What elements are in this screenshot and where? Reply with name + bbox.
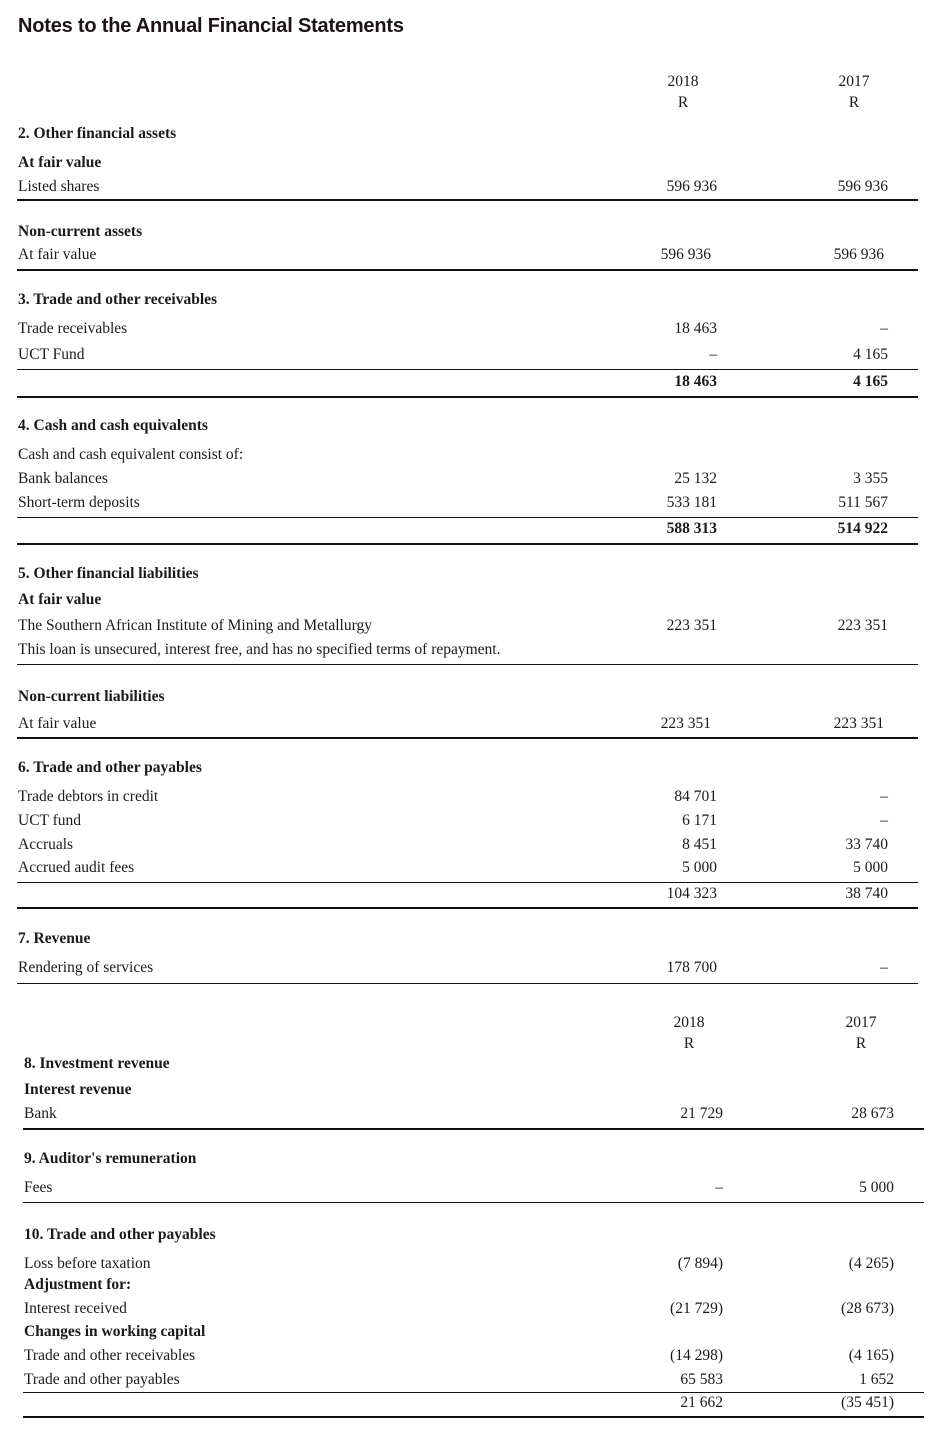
- subheading: At fair value: [18, 591, 102, 608]
- note-heading: 4. Cash and cash equivalents: [18, 417, 208, 434]
- value-2017: 5 000: [859, 1179, 894, 1196]
- row-label: Bank: [24, 1105, 57, 1122]
- value-2017: 223 351: [833, 715, 884, 732]
- row-label: Accruals: [18, 836, 74, 853]
- value-2018: 25 132: [674, 470, 717, 487]
- currency-label: R: [855, 1035, 867, 1052]
- row-label: UCT fund: [18, 812, 82, 829]
- total-2017: 514 922: [837, 520, 888, 537]
- value-2018: (21 729): [670, 1300, 723, 1317]
- value-2018: 533 181: [666, 494, 717, 511]
- row-label: Bank balances: [18, 470, 108, 487]
- divider: [17, 664, 918, 665]
- row-label: Rendering of services: [18, 959, 154, 976]
- divider: [17, 882, 918, 883]
- note-heading: 10. Trade and other payables: [24, 1226, 216, 1243]
- row-label: Accrued audit fees: [18, 859, 135, 876]
- row-label: UCT Fund: [18, 346, 85, 363]
- value-2018: 178 700: [666, 959, 717, 976]
- row-label: Trade receivables: [18, 320, 128, 337]
- note-heading: 9. Auditor's remuneration: [24, 1150, 197, 1167]
- subheading: At fair value: [18, 154, 102, 171]
- total-2018: 588 313: [666, 520, 717, 537]
- value-2018: 596 936: [666, 178, 717, 195]
- value-2017: (28 673): [841, 1300, 894, 1317]
- column-header-2018: [653, 71, 713, 113]
- value-2017: 5 000: [853, 859, 888, 876]
- value-2017: 596 936: [837, 178, 888, 195]
- divider: [17, 369, 918, 370]
- divider: [23, 1416, 924, 1418]
- total-2018: 18 463: [674, 373, 717, 390]
- total-2018: 104 323: [666, 885, 717, 902]
- note-heading: 5. Other financial liabilities: [18, 565, 199, 582]
- value-2018: 65 583: [680, 1371, 723, 1388]
- value-2017: –: [880, 812, 888, 829]
- divider: [17, 983, 918, 984]
- divider: [17, 396, 918, 398]
- row-label: Short-term deposits: [18, 494, 140, 511]
- loan-note-text: This loan is unsecured, interest free, and has no specified terms of repayment.: [18, 641, 501, 658]
- value-2018: –: [709, 346, 717, 363]
- value-2017: 4 165: [853, 346, 888, 363]
- column-header-2018: [659, 1012, 719, 1054]
- value-2018: 223 351: [666, 617, 717, 634]
- row-label: Trade and other payables: [24, 1371, 180, 1388]
- divider: [17, 907, 918, 909]
- note-heading: 2. Other financial assets: [18, 125, 177, 142]
- divider: [17, 737, 918, 739]
- row-label: Trade and other receivables: [24, 1347, 196, 1364]
- subheading: Changes in working capital: [24, 1323, 206, 1340]
- value-2017: 223 351: [837, 617, 888, 634]
- divider: [17, 199, 918, 201]
- total-2017: 4 165: [853, 373, 888, 390]
- value-2018: –: [715, 1179, 723, 1196]
- intro-text: Cash and cash equivalent consist of:: [18, 446, 244, 463]
- year-label: 2018: [673, 1014, 705, 1031]
- row-label: At fair value: [18, 715, 97, 732]
- row-label: Trade debtors in credit: [18, 788, 159, 805]
- note-heading: 3. Trade and other receivables: [18, 291, 218, 308]
- value-2018: 5 000: [682, 859, 717, 876]
- value-2017: 596 936: [833, 246, 884, 263]
- currency-label: R: [848, 94, 860, 111]
- note-heading: 7. Revenue: [18, 930, 91, 947]
- row-label: Listed shares: [18, 178, 100, 195]
- value-2017: 1 652: [859, 1371, 894, 1388]
- value-2017: 3 355: [853, 470, 888, 487]
- value-2017: –: [880, 320, 888, 337]
- value-2018: 223 351: [660, 715, 711, 732]
- total-2017: (35 451): [841, 1394, 894, 1411]
- year-label: 2018: [667, 73, 699, 90]
- total-2017: 38 740: [845, 885, 888, 902]
- year-label: 2017: [845, 1014, 877, 1031]
- value-2018: (7 894): [677, 1255, 723, 1272]
- value-2017: –: [880, 959, 888, 976]
- value-2017: –: [880, 788, 888, 805]
- subheading: Non-current liabilities: [18, 688, 165, 705]
- note-heading: 6. Trade and other payables: [18, 759, 202, 776]
- value-2018: 21 729: [680, 1105, 723, 1122]
- divider: [17, 517, 918, 518]
- divider: [17, 543, 918, 545]
- value-2017: (4 165): [848, 1347, 894, 1364]
- subheading: Adjustment for:: [24, 1276, 132, 1293]
- row-label: At fair value: [18, 246, 97, 263]
- value-2018: 18 463: [674, 320, 717, 337]
- divider: [23, 1392, 924, 1393]
- page-title: Notes to the Annual Financial Statements: [18, 15, 404, 37]
- value-2018: (14 298): [670, 1347, 723, 1364]
- total-2018: 21 662: [680, 1394, 723, 1411]
- divider: [23, 1202, 924, 1203]
- value-2017: 28 673: [851, 1105, 894, 1122]
- value-2018: 84 701: [674, 788, 717, 805]
- row-label: The Southern African Institute of Mining and Metallurgy: [18, 617, 372, 634]
- row-label: Loss before taxation: [24, 1255, 151, 1272]
- currency-label: R: [683, 1035, 695, 1052]
- currency-label: R: [677, 94, 689, 111]
- value-2017: (4 265): [848, 1255, 894, 1272]
- note-heading: 8. Investment revenue: [24, 1055, 170, 1072]
- value-2017: 33 740: [845, 836, 888, 853]
- value-2017: 511 567: [838, 494, 888, 511]
- value-2018: 6 171: [682, 812, 717, 829]
- column-header-2017: [831, 1012, 891, 1054]
- subheading: Interest revenue: [24, 1081, 132, 1098]
- value-2018: 596 936: [660, 246, 711, 263]
- divider: [23, 1128, 924, 1130]
- column-header-2017: [824, 71, 884, 113]
- value-2018: 8 451: [682, 836, 717, 853]
- subheading: Non-current assets: [18, 223, 143, 240]
- divider: [17, 269, 918, 271]
- row-label: Fees: [24, 1179, 53, 1196]
- year-label: 2017: [838, 73, 870, 90]
- row-label: Interest received: [24, 1300, 127, 1317]
